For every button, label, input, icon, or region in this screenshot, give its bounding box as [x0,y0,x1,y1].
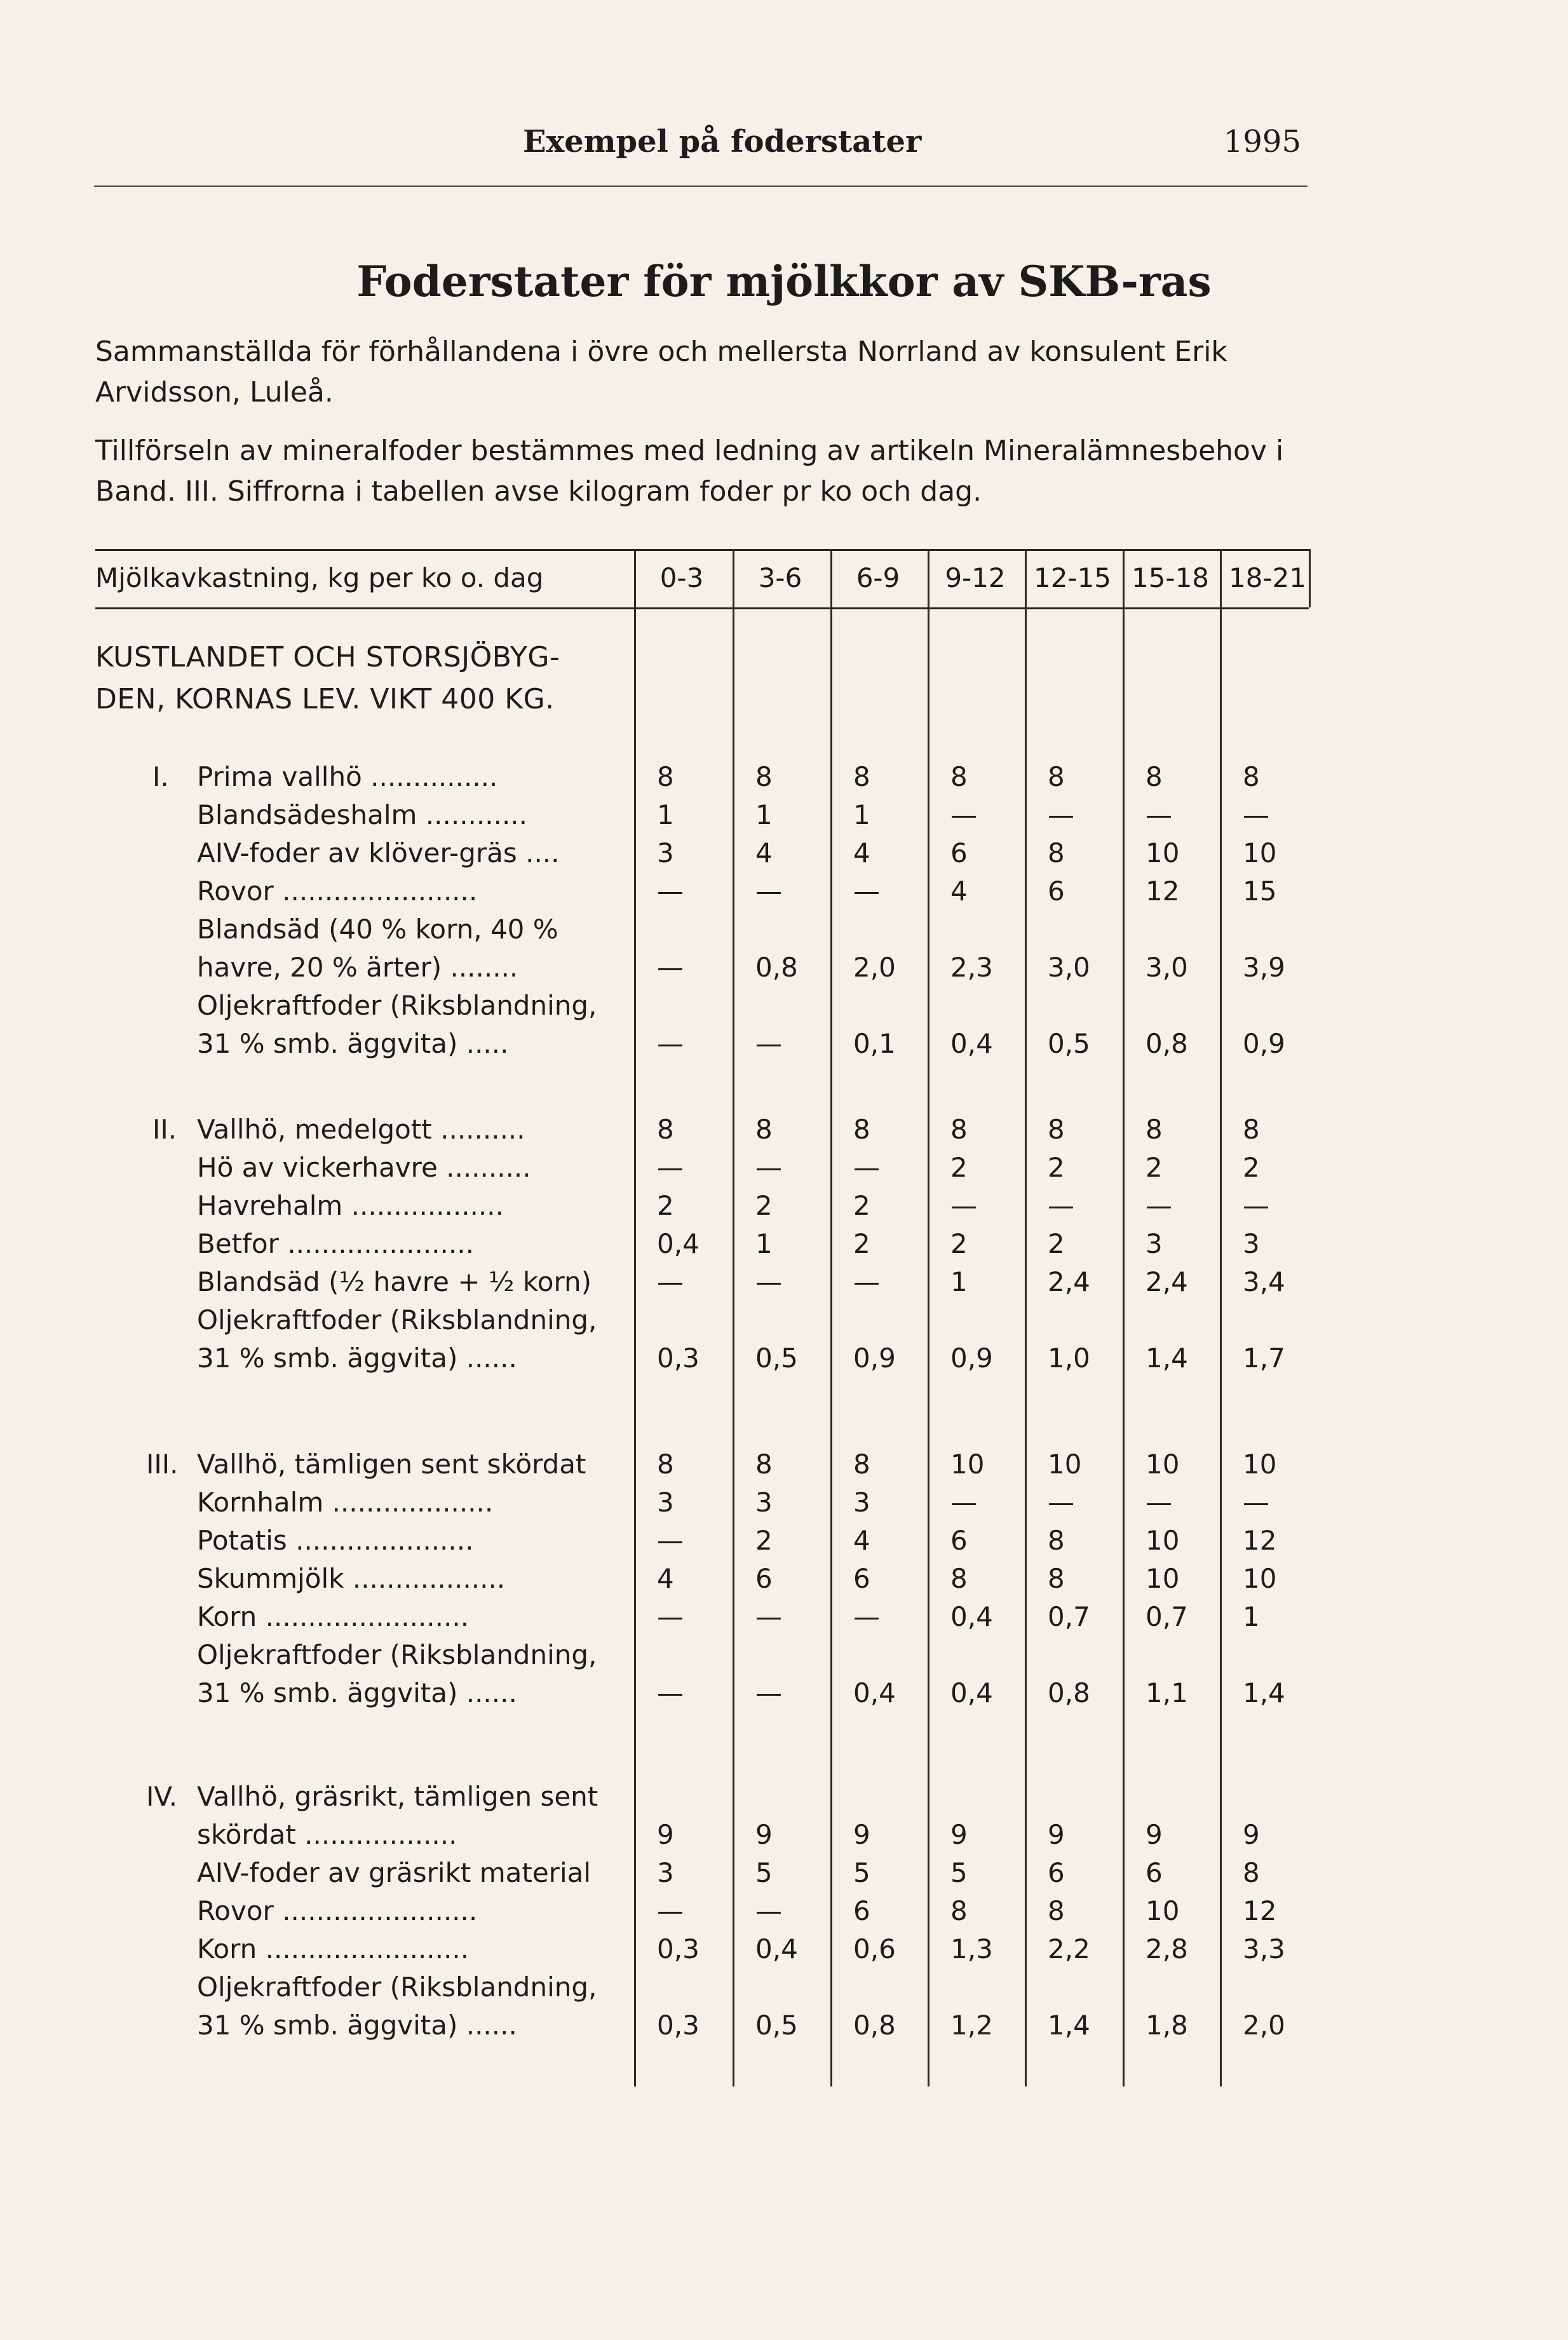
table-row [95,1931,1309,1968]
column-header: 15-18 [1131,562,1210,593]
cell-value: 8 [755,1114,773,1145]
cell-value: 3 [657,837,674,869]
cell-value: 1,1 [1146,1677,1188,1708]
feed-label: 31 % smb. äggvita) ..... [197,1028,509,1059]
cell-value: 5 [950,1857,968,1888]
cell-value: 8 [950,1114,968,1145]
cell-value: — [755,1601,782,1632]
cell-value: 2 [1048,1152,1065,1183]
cell-value: 3 [853,1487,870,1518]
cell-value: 0,4 [950,1677,993,1708]
table-row [95,1893,1309,1930]
cell-value: 2 [755,1525,773,1556]
cell-value: 8 [1048,1563,1065,1594]
feed-label: Blandsäd (40 % korn, 40 % [197,914,558,945]
page-title: Foderstater för mjölkkor av SKB-ras [356,257,1212,306]
table-row [95,873,1309,910]
cell-value: 8 [853,1449,870,1480]
cell-value: 1,2 [950,2010,993,2041]
cell-value: 0,3 [657,1342,700,1374]
cell-value: 2 [853,1190,870,1221]
feed-label: Vallhö, tämligen sent skördat [197,1449,586,1480]
cell-value: 0,3 [657,2010,700,2041]
cell-value: 0,4 [853,1677,896,1708]
table-row [95,1637,1309,1674]
cell-value: 2 [1146,1152,1163,1183]
table-header-rule [95,607,1309,609]
cell-value: 9 [755,1819,773,1850]
cell-value: 10 [1146,837,1180,869]
cell-value: 10 [1146,1563,1180,1594]
cell-value: — [755,1028,782,1059]
cell-value: 0,9 [853,1342,896,1374]
cell-value: — [1146,1190,1172,1221]
cell-value: 0,9 [1243,1028,1285,1059]
column-header: 6-9 [856,562,900,593]
header-rule [94,186,1308,187]
cell-value: 2,4 [1146,1266,1188,1297]
cell-value: 10 [1243,1563,1277,1594]
cell-value: 0,8 [755,952,798,983]
cell-value: 4 [853,1525,870,1556]
feed-label: Blandsädeshalm ............ [197,799,527,830]
cell-value: — [1048,799,1074,830]
cell-value: — [853,1152,880,1183]
cell-value: 2 [1243,1152,1260,1183]
cell-value: 0,8 [1048,1677,1090,1708]
cell-value: 5 [853,1857,870,1888]
table-row [95,1302,1309,1339]
feed-label: Korn ........................ [197,1601,470,1632]
cell-value: 8 [657,1449,674,1480]
cell-value: 8 [853,1114,870,1145]
cell-value: 8 [1243,1114,1260,1145]
table-row [95,1522,1309,1559]
cell-value: — [657,1028,684,1059]
cell-value: — [755,876,782,907]
cell-value: — [657,1601,684,1632]
cell-value: 2,3 [950,952,993,983]
cell-value: 6 [1048,1857,1065,1888]
feed-label: Oljekraftfoder (Riksblandning, [197,990,597,1021]
table-row [95,1187,1309,1224]
cell-value: — [1243,1487,1269,1518]
table-row [95,797,1309,834]
cell-value: 0,5 [755,2010,798,2041]
cell-value: 0,8 [1146,1028,1188,1059]
cell-value: 1,3 [950,1933,993,1965]
column-header: 12-15 [1033,562,1112,593]
cell-value: 1,7 [1243,1342,1285,1374]
cell-value: — [1243,1190,1269,1221]
feed-label: havre, 20 % ärter) ........ [197,952,518,983]
cell-value: 4 [657,1563,674,1594]
table-row [95,759,1309,795]
cell-value: — [950,1190,977,1221]
cell-value: 10 [1146,1895,1180,1926]
cell-value: 2 [657,1190,674,1221]
cell-value: 8 [657,1114,674,1145]
cell-value: — [755,1677,782,1708]
cell-value: 0,4 [950,1028,993,1059]
cell-value: 8 [1146,761,1163,792]
column-header: 9-12 [945,562,1006,593]
cell-value: 12 [1243,1525,1277,1556]
cell-value: 5 [755,1857,773,1888]
table-row [95,987,1309,1024]
cell-value: 2,2 [1048,1933,1090,1965]
table-row [95,1226,1309,1262]
cell-value: 3,0 [1048,952,1090,983]
table-row [95,1025,1309,1062]
feed-label: Rovor ....................... [197,1895,478,1926]
cell-value: 8 [950,1563,968,1594]
cell-value: 6 [1146,1857,1163,1888]
cell-value: 12 [1146,876,1180,907]
table-row [95,1111,1309,1148]
table-row [95,1969,1309,2006]
cell-value: 0,7 [1048,1601,1090,1632]
cell-value: — [657,1525,684,1556]
cell-value: — [755,1152,782,1183]
feed-label: Kornhalm ................... [197,1487,494,1518]
cell-value: 4 [950,876,968,907]
cell-value: 8 [1048,1895,1065,1926]
feed-label: Oljekraftfoder (Riksblandning, [197,1639,597,1670]
cell-value: 10 [1048,1449,1082,1480]
cell-value: 8 [1048,1114,1065,1145]
section-title-line-2: DEN, KORNAS LEV. VIKT 400 KG. [95,683,555,715]
cell-value: 1 [657,799,674,830]
cell-value: 2,8 [1146,1933,1188,1965]
table-row [95,1446,1309,1483]
cell-value: 2 [755,1190,773,1221]
cell-value: 0,3 [657,1933,700,1965]
cell-value: 12 [1243,1895,1277,1926]
cell-value: — [657,952,684,983]
cell-value: 2 [1048,1228,1065,1259]
cell-value: 3,3 [1243,1933,1285,1965]
cell-value: — [657,1677,684,1708]
cell-value: — [1048,1487,1074,1518]
cell-value: 0,8 [853,2010,896,2041]
cell-value: 2 [950,1228,968,1259]
table-row [95,1778,1309,1815]
cell-value: 9 [657,1819,674,1850]
feed-label: 31 % smb. äggvita) ...... [197,2010,517,2041]
table-row [95,1816,1309,1853]
feed-label: Havrehalm .................. [197,1190,504,1221]
column-header: 18-21 [1228,562,1307,593]
cell-value: 10 [950,1449,985,1480]
feed-label: Vallhö, medelgott .......... [197,1114,525,1145]
cell-value: 1 [755,799,773,830]
feed-label: Hö av vickerhavre .......... [197,1152,531,1183]
table-row [95,2007,1309,2044]
cell-value: 3,9 [1243,952,1285,983]
cell-value: 4 [755,837,773,869]
cell-value: 0,6 [853,1933,896,1965]
cell-value: 1 [950,1266,968,1297]
cell-value: 8 [1048,1525,1065,1556]
page-header [94,124,1301,168]
feed-label: AIV-foder av gräsrikt material [197,1857,591,1888]
table-row [95,1599,1309,1635]
cell-value: — [1048,1190,1074,1221]
cell-value: — [853,876,880,907]
intro-paragraph-1: Sammanställda för förhållandena i övre och mellersta Norrland av konsulent Erik Arvidsson, Luleå. [95,335,1227,409]
cell-value: 1,4 [1243,1677,1285,1708]
cell-value: — [950,1487,977,1518]
cell-value: 0,5 [755,1342,798,1374]
cell-value: 0,7 [1146,1601,1188,1632]
cell-value: 9 [950,1819,968,1850]
cell-value: 10 [1146,1525,1180,1556]
cell-value: 2 [853,1228,870,1259]
cell-value: — [1243,799,1269,830]
feed-ration-table [95,549,1309,2086]
cell-value: 0,4 [755,1933,798,1965]
group-number: II. [152,1114,177,1145]
cell-value: — [1146,799,1172,830]
group-number: III. [146,1449,179,1480]
cell-value: 8 [1146,1114,1163,1145]
cell-value: 9 [853,1819,870,1850]
cell-value: 10 [1146,1449,1180,1480]
cell-value: — [657,1152,684,1183]
column-header: 0-3 [659,562,704,593]
feed-label: 31 % smb. äggvita) ...... [197,1677,517,1708]
table-row [95,1675,1309,1712]
cell-value: — [950,799,977,830]
cell-value: 2 [950,1152,968,1183]
table-row [95,1340,1309,1377]
cell-value: 3 [1243,1228,1260,1259]
cell-value: — [657,1266,684,1297]
section-title-line-1: KUSTLANDET OCH STORSJÖBYG- [95,641,560,673]
cell-value: 6 [853,1895,870,1926]
table-row [95,1855,1309,1891]
cell-value: 8 [755,761,773,792]
column-header: 3-6 [758,562,802,593]
cell-value: 8 [950,1895,968,1926]
cell-value: 8 [1048,837,1065,869]
group-number: IV. [146,1781,178,1812]
cell-value: 8 [1243,1857,1260,1888]
feed-label: Oljekraftfoder (Riksblandning, [197,1971,597,2003]
group-number: I. [152,761,169,792]
cell-value: 3 [657,1487,674,1518]
cell-value: 0,1 [853,1028,896,1059]
table-row [95,835,1309,872]
table-row [95,911,1309,948]
cell-value: 8 [1048,761,1065,792]
feed-label: Prima vallhö ............... [197,761,498,792]
cell-value: 8 [755,1449,773,1480]
table-row [95,949,1309,986]
cell-value: 6 [1048,876,1065,907]
cell-value: 1 [853,799,870,830]
feed-label: skördat .................. [197,1819,457,1850]
cell-value: 2,0 [1243,2010,1285,2041]
feed-label: Vallhö, gräsrikt, tämligen sent [197,1781,598,1812]
cell-value: 3,4 [1243,1266,1285,1297]
cell-value: 1,4 [1146,1342,1188,1374]
cell-value: 0,4 [657,1228,700,1259]
table-row [95,1560,1309,1597]
cell-value: 1 [755,1228,773,1259]
cell-value: 10 [1243,1449,1277,1480]
cell-value: 3,0 [1146,952,1188,983]
cell-value: — [853,1601,880,1632]
cell-value: 3 [755,1487,773,1518]
table-row [95,1484,1309,1521]
cell-value: 6 [853,1563,870,1594]
cell-value: 6 [950,1525,968,1556]
cell-value: 2,0 [853,952,896,983]
cell-value: 1,8 [1146,2010,1188,2041]
column-header-yield: Mjölkavkastning, kg per ko o. dag [95,562,544,593]
cell-value: 1 [1243,1601,1260,1632]
intro-paragraph-2: Tillförseln av mineralfoder bestämmes med ledning av artikeln Mineralämnesbehov i Band. III. Siffrorna i tabellen avse kilogram foder pr ko och dag. [95,435,1284,508]
feed-label: Rovor ....................... [197,876,478,907]
cell-value: 10 [1243,837,1277,869]
cell-value: — [657,1895,684,1926]
cell-value: 3 [1146,1228,1163,1259]
running-title: Exempel på foderstater [523,124,922,159]
feed-label: Betfor ...................... [197,1228,474,1259]
feed-label: Potatis ..................... [197,1525,474,1556]
feed-label: Korn ........................ [197,1933,470,1965]
cell-value: 1,0 [1048,1342,1090,1374]
cell-value: 8 [1243,761,1260,792]
cell-value: 6 [950,837,968,869]
cell-value: 6 [755,1563,773,1594]
cell-value: — [755,1266,782,1297]
cell-value: 15 [1243,876,1277,907]
cell-value: 8 [950,761,968,792]
cell-value: 0,4 [950,1601,993,1632]
cell-value: — [853,1266,880,1297]
cell-value: 9 [1048,1819,1065,1850]
cell-value: 9 [1243,1819,1260,1850]
feed-label: Oljekraftfoder (Riksblandning, [197,1304,597,1336]
feed-label: 31 % smb. äggvita) ...... [197,1342,517,1374]
table-row [95,1149,1309,1186]
cell-value: 3 [657,1857,674,1888]
cell-value: 1,4 [1048,2010,1090,2041]
cell-value: 9 [1146,1819,1163,1850]
page-number: 1995 [1223,124,1301,159]
cell-value: — [755,1895,782,1926]
cell-value: 4 [853,837,870,869]
cell-value: — [1146,1487,1172,1518]
cell-value: — [657,876,684,907]
feed-label: Blandsäd (½ havre + ½ korn) [197,1266,591,1297]
cell-value: 8 [853,761,870,792]
table-row [95,1264,1309,1301]
feed-label: Skummjölk .................. [197,1563,506,1594]
cell-value: 0,5 [1048,1028,1090,1059]
cell-value: 0,9 [950,1342,993,1374]
cell-value: 2,4 [1048,1266,1090,1297]
feed-label: AIV-foder av klöver-gräs .... [197,837,560,869]
cell-value: 8 [657,761,674,792]
